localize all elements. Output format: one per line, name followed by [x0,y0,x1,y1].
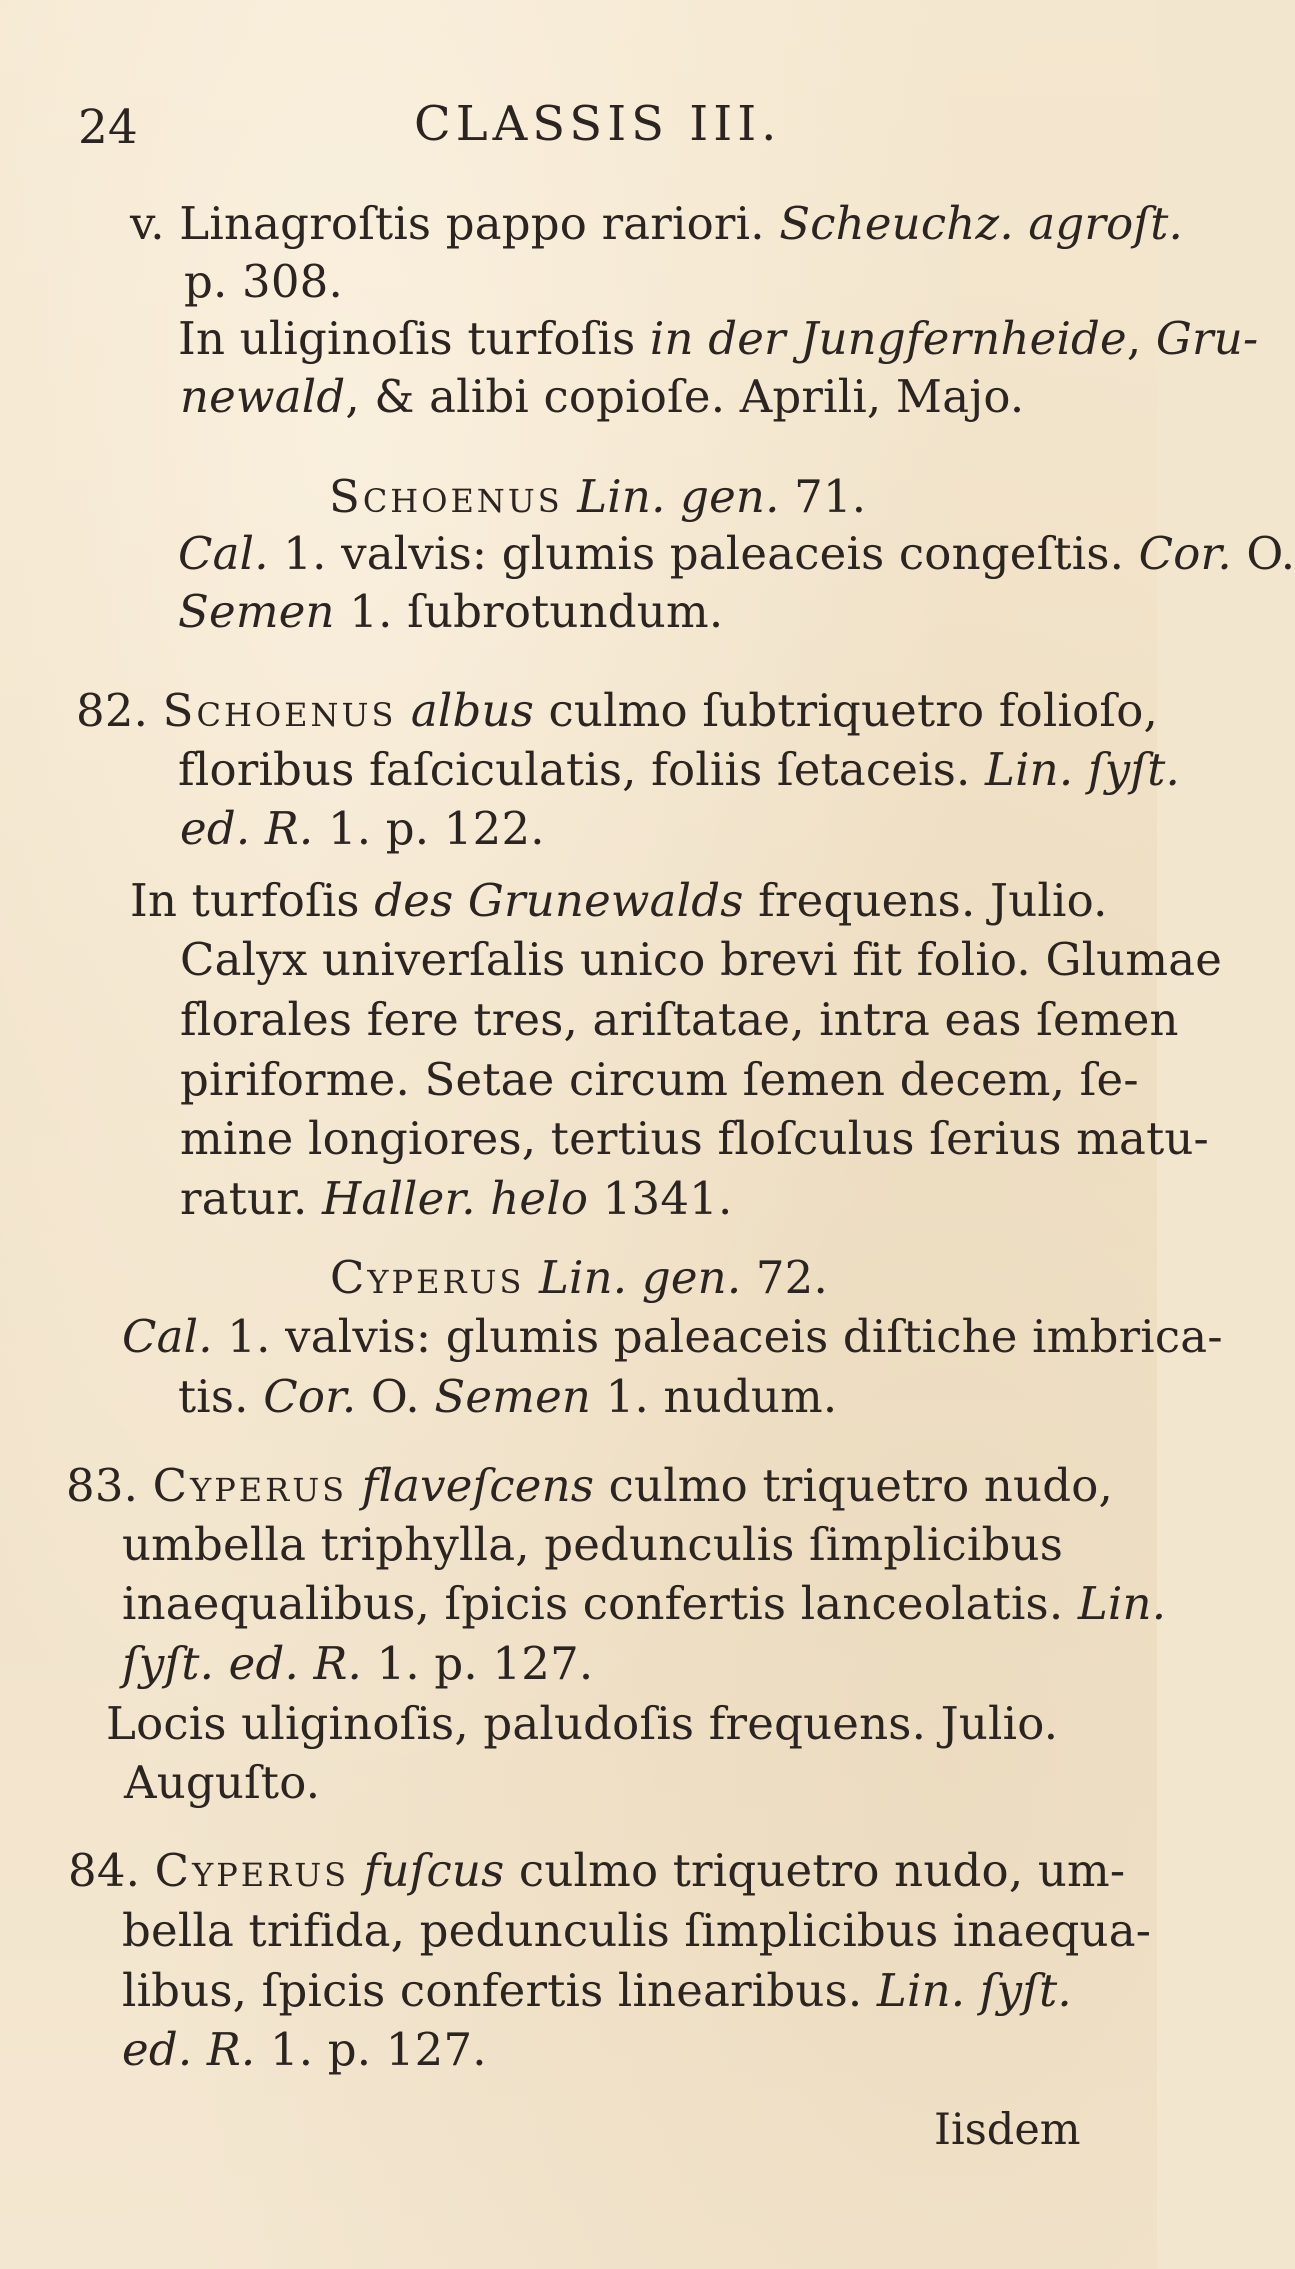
catchword: Iisdem [934,2105,1081,2155]
italic-text: Cor. [263,1370,357,1423]
text-line [122,1309,1223,1365]
italic-text: Semen [178,585,335,638]
text-run: 1. p. 127. [255,2023,487,2076]
text-line [184,254,343,310]
genus-name: Cyperus [154,1844,350,1897]
text-line [178,526,1295,582]
text-run: 1. valvis: glumis paleaceis congeſtis. [268,527,1139,580]
italic-text: Lin. [1077,1577,1167,1630]
text-run: libus, ſpicis confertis linearibus. [122,1964,877,2017]
text-line [76,683,1158,739]
italic-text: albus [410,684,534,737]
italic-text: Cor. [1138,527,1232,580]
text-run: 1. ſubrotundum. [334,585,724,638]
text-run: floribus faſciculatis, foliis ſetaceis. [178,743,985,796]
text-run: bella trifida, pedunculis ſimplicibus inaequa- [122,1904,1152,1957]
text-line [122,1903,1151,1959]
text-line [178,584,723,640]
italic-text: agroſt. [1028,197,1184,250]
text-run: p. 308. [184,255,344,308]
italic-text: ſyſt. ed. R. [122,1637,363,1690]
text-line [180,801,545,857]
text-run: O. [1231,527,1295,580]
text-run [347,1459,362,1512]
text-line [180,1052,1139,1108]
text-line [329,469,866,525]
italic-text: newald [180,370,346,423]
text-line [122,2022,487,2078]
text-line [178,311,1258,367]
text-line [180,1171,733,1227]
text-run [349,1844,364,1897]
italic-text: in der Jungfernheide [649,312,1127,365]
text-run: v. [130,197,180,250]
text-run: 1. p. 122. [313,802,545,855]
text-line [66,1458,1113,1514]
text-run: inaequalibus, ſpicis confertis lanceolatis. [122,1577,1078,1630]
text-run: culmo triquetro nudo, [594,1459,1114,1512]
text-run: , & alibi copioſe. Aprili, Majo. [345,370,1025,423]
text-line [130,196,1183,252]
text-line [122,1517,1063,1573]
text-line [130,873,1108,929]
running-title: CLASSIS III. [414,96,782,152]
italic-text: Cal. [122,1310,213,1363]
text-run: tis. [178,1370,264,1423]
text-run: 72. [741,1251,829,1304]
text-run: 1341. [588,1172,733,1225]
text-run: umbella triphylla, pedunculis ſimplicibus [122,1518,1063,1571]
italic-text: des Grunewalds [374,874,744,927]
italic-text: ed. R. [180,802,314,855]
text-line [122,1963,1072,2019]
genus-name: Cyperus [330,1251,525,1304]
text-run: 83. [66,1459,153,1512]
text-run [1014,197,1029,250]
text-run: 84. [68,1844,155,1897]
text-run: Locis uliginoſis, paludoſis frequens. Julio. [106,1697,1059,1750]
text-run: frequens. Julio. [743,874,1108,927]
text-line [68,1843,1125,1899]
genus-name: Schoenus [162,684,397,737]
text-run: culmo ſubtriquetro folioſo, [534,684,1159,737]
text-run: piriforme. Setae circum ſemen decem, ſe- [180,1053,1139,1106]
text-run: Auguſto. [124,1756,321,1809]
text-line [180,369,1024,425]
italic-text: Lin. gen. [538,1251,742,1304]
page-number: 24 [78,100,138,155]
text-run: O. [356,1370,435,1423]
text-run: 1. p. 127. [362,1637,594,1690]
text-run: 1. nudum. [591,1370,838,1423]
italic-text: Lin. gen. [577,470,780,523]
text-run: 1. valvis: glumis paleaceis diſtiche imbrica- [212,1310,1223,1363]
text-run: 71. [779,470,867,523]
text-run: In turfoſis [130,874,375,927]
text-line [180,1111,1209,1167]
text-line [122,1576,1166,1632]
text-line [106,1696,1058,1752]
italic-text: Lin. ſyſt. [985,743,1180,796]
text-run: culmo triquetro nudo, um- [504,1844,1126,1897]
genus-name: Cyperus [152,1459,348,1512]
italic-text: Semen [434,1370,592,1423]
italic-text: ed. R. [122,2023,256,2076]
text-run: ratur. [180,1172,322,1225]
italic-text: flaveſcens [361,1459,595,1512]
text-line [124,1755,320,1811]
text-run: In uliginoſis turfoſis [178,312,650,365]
text-run: Calyx univerſalis unico brevi fit folio. Glumae [180,933,1223,986]
text-line [178,742,1180,798]
text-line [180,992,1179,1048]
text-run: Linagroſtis pappo rariori. [179,197,780,250]
text-line [180,932,1222,988]
italic-text: fuſcus [363,1844,505,1897]
italic-text: Cal. [178,527,269,580]
text-line [330,1250,828,1306]
text-run: 82. [76,684,163,737]
italic-text: Lin. ſyſt. [876,1964,1072,2017]
text-line [122,1636,593,1692]
text-run [563,470,578,523]
text-run [524,1251,539,1304]
text-run: , [1126,312,1156,365]
italic-text: Scheuchz. [779,197,1014,250]
text-run: mine longiores, tertius floſculus ſerius matu- [180,1112,1209,1165]
text-run: florales fere tres, ariſtatae, intra eas ſemen [180,993,1179,1046]
text-line [178,1369,837,1425]
italic-text: Haller. helo [321,1172,589,1225]
text-run [396,684,411,737]
genus-name: Schoenus [329,470,563,523]
italic-text: Gru- [1155,312,1259,365]
